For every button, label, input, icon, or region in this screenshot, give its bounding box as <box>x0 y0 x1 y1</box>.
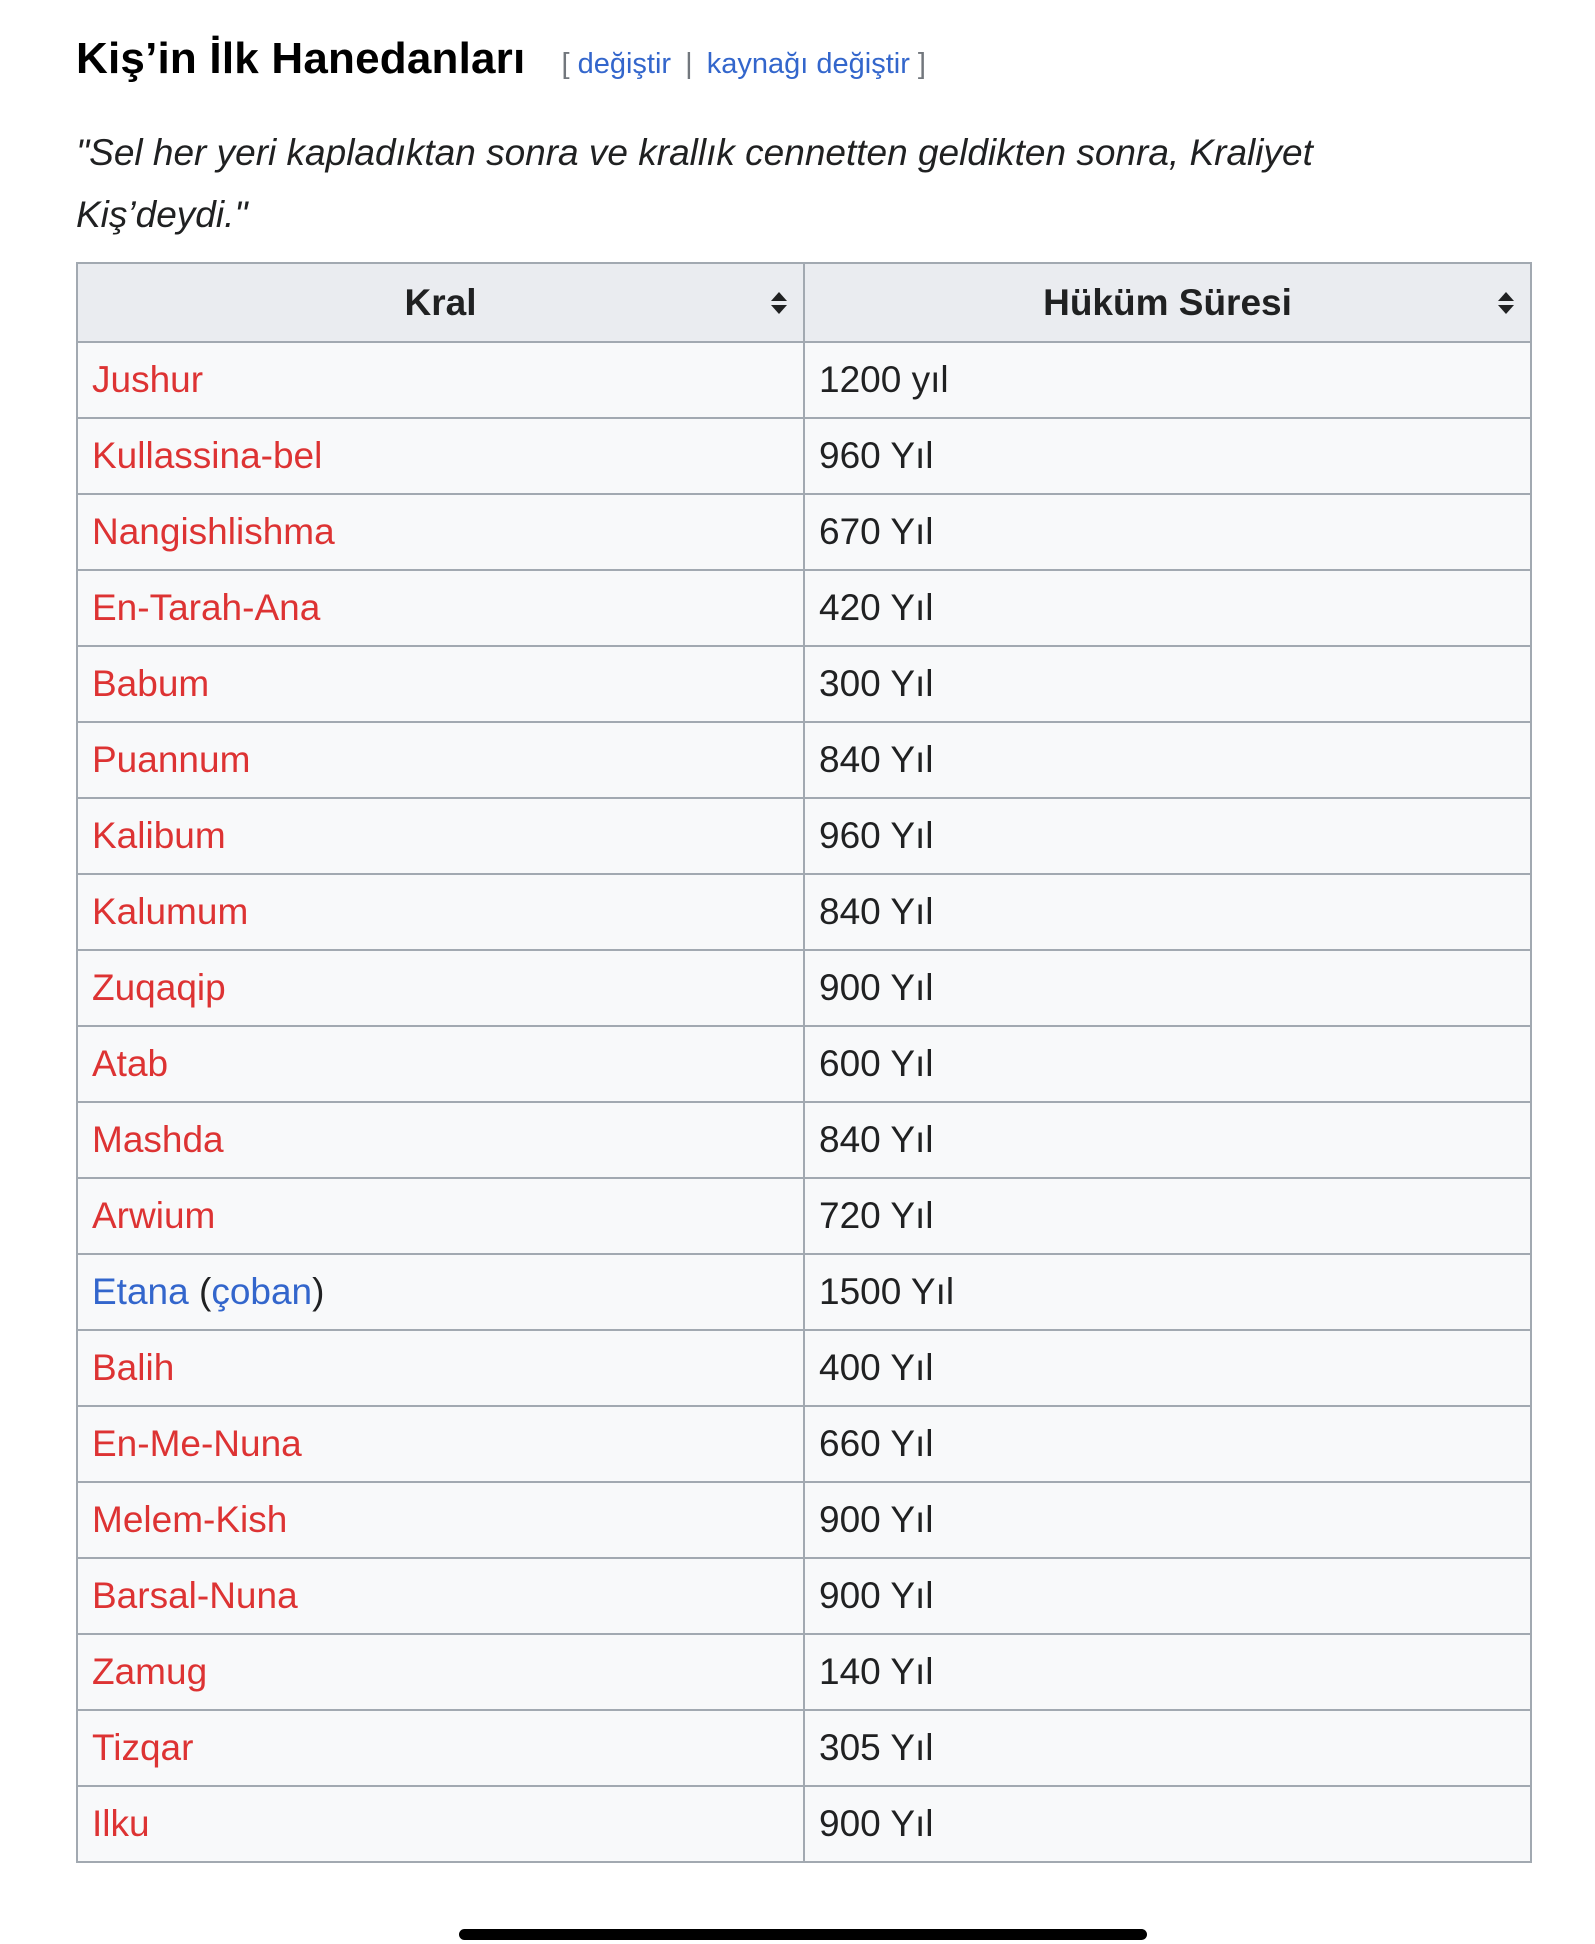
table-row <box>77 342 1531 418</box>
reign-cell: 900 Yıl <box>804 1482 1531 1558</box>
table-row <box>77 1254 1531 1330</box>
king-note-link[interactable]: çoban <box>211 1271 313 1312</box>
king-cell <box>77 1254 804 1330</box>
king-cell <box>77 342 804 418</box>
home-indicator[interactable] <box>459 1929 1147 1940</box>
kings-table <box>76 262 1532 1863</box>
table-row <box>77 1786 1531 1862</box>
reign-cell: 840 Yıl <box>804 874 1531 950</box>
king-cell <box>77 1558 804 1634</box>
king-link[interactable]: Melem-Kish <box>92 1499 288 1540</box>
reign-cell: 960 Yıl <box>804 418 1531 494</box>
king-link[interactable]: Babum <box>92 663 210 704</box>
header-reign[interactable] <box>804 263 1531 342</box>
table-row <box>77 722 1531 798</box>
table-row <box>77 570 1531 646</box>
reign-cell: 720 Yıl <box>804 1178 1531 1254</box>
table-row <box>77 1406 1531 1482</box>
table-row <box>77 950 1531 1026</box>
edit-separator: | <box>685 48 693 80</box>
king-link[interactable]: Jushur <box>92 359 204 400</box>
king-cell <box>77 1786 804 1862</box>
king-cell <box>77 646 804 722</box>
reign-cell: 1500 Yıl <box>804 1254 1531 1330</box>
table-row <box>77 874 1531 950</box>
reign-cell: 140 Yıl <box>804 1634 1531 1710</box>
reign-cell: 900 Yıl <box>804 1558 1531 1634</box>
table-row <box>77 1026 1531 1102</box>
table-row <box>77 1634 1531 1710</box>
table-header-row <box>77 263 1531 342</box>
table-row <box>77 494 1531 570</box>
reign-cell: 840 Yıl <box>804 722 1531 798</box>
reign-cell: 900 Yıl <box>804 1786 1531 1862</box>
reign-cell: 420 Yıl <box>804 570 1531 646</box>
sort-updown-icon[interactable] <box>769 290 789 316</box>
king-link[interactable]: Kullassina-bel <box>92 435 323 476</box>
king-cell <box>77 1634 804 1710</box>
reign-cell: 840 Yıl <box>804 1102 1531 1178</box>
reign-cell: 305 Yıl <box>804 1710 1531 1786</box>
header-king[interactable] <box>77 263 804 342</box>
reign-cell: 660 Yıl <box>804 1406 1531 1482</box>
king-cell <box>77 1406 804 1482</box>
kings-table-wrapper <box>76 262 1530 1863</box>
king-cell <box>77 1482 804 1558</box>
bracket-close: ] <box>917 48 926 80</box>
sort-updown-icon[interactable] <box>1496 290 1516 316</box>
reign-cell: 900 Yıl <box>804 950 1531 1026</box>
king-link[interactable]: En-Me-Nuna <box>92 1423 302 1464</box>
king-cell <box>77 874 804 950</box>
reign-cell: 400 Yıl <box>804 1330 1531 1406</box>
king-cell <box>77 1102 804 1178</box>
king-link[interactable]: Etana <box>92 1271 189 1312</box>
bracket-open: [ <box>561 48 570 80</box>
king-link[interactable]: Balih <box>92 1347 175 1388</box>
table-row <box>77 418 1531 494</box>
edit-links <box>561 48 926 81</box>
table-body <box>77 342 1531 1862</box>
king-cell <box>77 1710 804 1786</box>
table-row <box>77 1558 1531 1634</box>
king-link[interactable]: Mashda <box>92 1119 224 1160</box>
section-title: Kiş’in İlk Hanedanları <box>76 34 526 83</box>
header-reign-label: Hüküm Süresi <box>1043 281 1292 323</box>
king-cell <box>77 1178 804 1254</box>
king-cell <box>77 570 804 646</box>
king-link[interactable]: En-Tarah-Ana <box>92 587 321 628</box>
header-king-label: Kral <box>404 281 477 323</box>
reign-cell: 600 Yıl <box>804 1026 1531 1102</box>
edit-link[interactable]: değiştir <box>577 48 672 80</box>
table-row <box>77 1710 1531 1786</box>
king-link[interactable]: Atab <box>92 1043 169 1084</box>
king-link[interactable]: Barsal-Nuna <box>92 1575 298 1616</box>
section-heading <box>76 34 926 84</box>
reign-cell: 960 Yıl <box>804 798 1531 874</box>
king-note-open: ( <box>188 1271 212 1312</box>
king-cell <box>77 418 804 494</box>
king-link[interactable]: Zamug <box>92 1651 208 1692</box>
king-note-close: ) <box>312 1271 325 1312</box>
king-link[interactable]: Arwium <box>92 1195 216 1236</box>
king-cell <box>77 1330 804 1406</box>
edit-source-link[interactable]: kaynağı değiştir <box>706 48 910 80</box>
table-row <box>77 646 1531 722</box>
king-cell <box>77 1026 804 1102</box>
table-row <box>77 798 1531 874</box>
table-row <box>77 1178 1531 1254</box>
king-link[interactable]: Ilku <box>92 1803 150 1844</box>
table-row <box>77 1482 1531 1558</box>
king-cell <box>77 722 804 798</box>
reign-cell: 1200 yıl <box>804 342 1531 418</box>
king-link[interactable]: Puannum <box>92 739 251 780</box>
king-link[interactable]: Nangishlishma <box>92 511 335 552</box>
table-row <box>77 1330 1531 1406</box>
reign-cell: 670 Yıl <box>804 494 1531 570</box>
king-cell <box>77 798 804 874</box>
king-link[interactable]: Kalumum <box>92 891 249 932</box>
king-link[interactable]: Kalibum <box>92 815 226 856</box>
king-link[interactable]: Zuqaqip <box>92 967 226 1008</box>
king-cell <box>77 494 804 570</box>
king-link[interactable]: Tizqar <box>92 1727 194 1768</box>
quote-text: "Sel her yeri kapladıktan sonra ve krallık cennetten geldikten sonra, Kraliyet Kiş’deydi." <box>76 132 1313 235</box>
king-cell <box>77 950 804 1026</box>
table-row <box>77 1102 1531 1178</box>
reign-cell: 300 Yıl <box>804 646 1531 722</box>
